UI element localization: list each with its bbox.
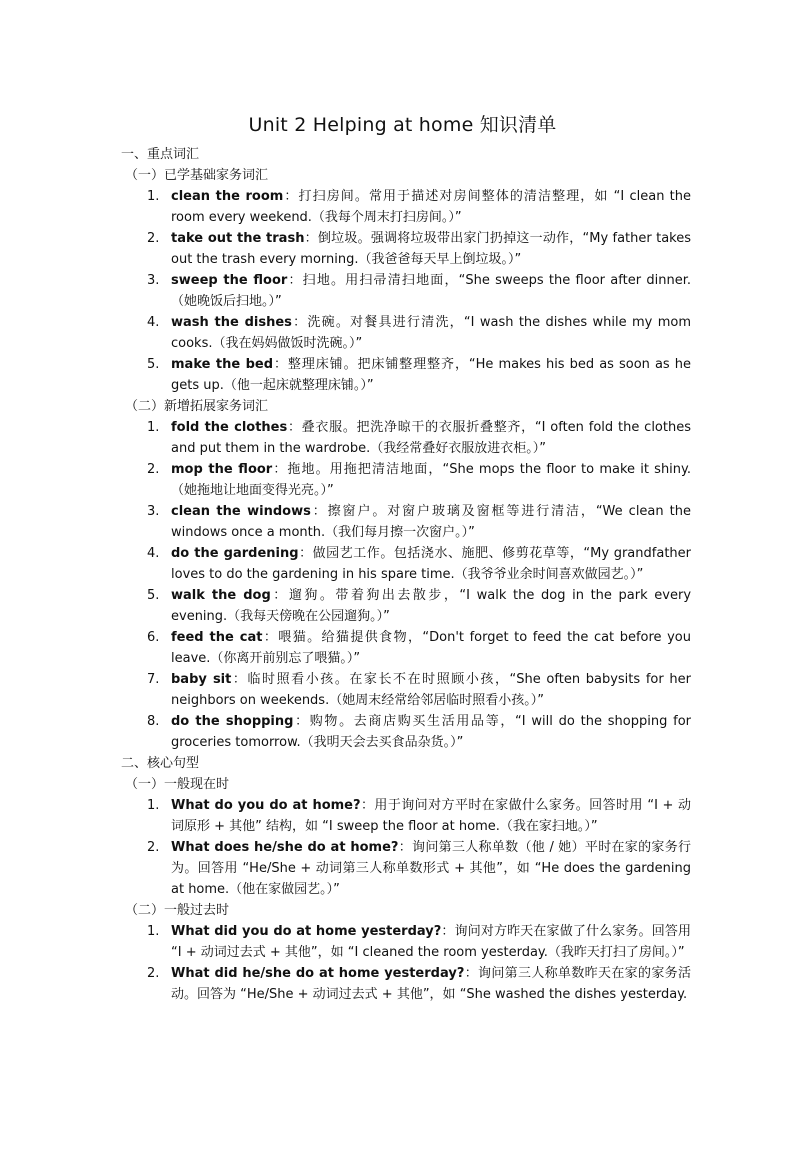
item-number: 7. (147, 672, 160, 687)
item-text: ：临时照看小孩。在家长不在时照顾小孩，“She often babysits for her neighbors on weekends.（她周末经常给邻居临时照看小孩。）” (171, 672, 692, 708)
document-body (121, 144, 691, 1005)
item-number: 1. (147, 420, 160, 435)
item-text: ：拖地。用拖把清洁地面，“She mops the floor to make it shiny.（她拖地让地面变得光亮。）” (171, 462, 692, 498)
item-text: ：做园艺工作。包括浇水、施肥、修剪花草等，“My grandfather loves to do the gardening in his spare time.（我爷爷业余时间喜欢做园艺。）” (171, 546, 691, 582)
item-number: 6. (147, 630, 160, 645)
subsection-heading: （二）一般过去时 (125, 903, 230, 918)
vocab-list (121, 417, 691, 753)
subsection-heading: （一）一般现在时 (125, 777, 230, 792)
item-text: ：叠衣服。把洗净晾干的衣服折叠整齐，“I often fold the clothes and put them in the wardrobe.（我经常叠好衣服放进衣柜。）” (171, 420, 691, 456)
list-item (121, 585, 691, 627)
item-text: ：询问第三人称单数昨天在家的家务活动。回答为 “He/She + 动词过去式 + 其他”，如 “She washed the dishes yesterday. (171, 966, 691, 1002)
sentence-list (121, 795, 691, 900)
list-item (121, 312, 691, 354)
vocab-list (121, 186, 691, 396)
item-term: wash the dishes (171, 315, 292, 330)
item-number: 1. (147, 924, 160, 939)
page-title: Unit 2 Helping at home 知识清单 (248, 114, 557, 136)
item-text: ：整理床铺。把床铺整理整齐，“He makes his bed as soon as he gets up.（他一起床就整理床铺。）” (171, 357, 691, 393)
list-item (121, 795, 691, 837)
subsection-heading: （一）已学基础家务词汇 (125, 168, 269, 183)
item-term: fold the clothes (171, 420, 288, 435)
item-text: ：扫地。用扫帚清扫地面，“She sweeps the floor after dinner.（她晚饭后扫地。）” (171, 273, 691, 309)
item-number: 1. (147, 189, 160, 204)
item-term: walk the dog (171, 588, 271, 603)
list-item (121, 186, 691, 228)
item-number: 2. (147, 966, 160, 981)
item-number: 3. (147, 273, 160, 288)
item-text: ：喂猫。给猫提供食物，“Don't forget to feed the cat before you leave.（你离开前别忘了喂猫。）” (171, 630, 691, 666)
item-term: What does he/she do at home? (171, 840, 399, 855)
list-item (121, 228, 691, 270)
section-heading: 二、核心句型 (121, 756, 200, 771)
item-text: ：询问对方昨天在家做了什么家务。回答用 “I + 动词过去式 + 其他”，如 “I cleaned the room yesterday.（我昨天打扫了房间。）” (171, 924, 691, 960)
sentence-list (121, 921, 691, 1005)
list-item (121, 963, 691, 1005)
list-item (121, 711, 691, 753)
item-term: What did you do at home yesterday? (171, 924, 442, 939)
item-number: 8. (147, 714, 160, 729)
item-term: baby sit (171, 672, 232, 687)
item-number: 2. (147, 462, 160, 477)
item-term: What do you do at home? (171, 798, 361, 813)
item-term: sweep the floor (171, 273, 288, 288)
item-term: do the gardening (171, 546, 299, 561)
list-item (121, 270, 691, 312)
item-text: ：打扫房间。常用于描述对房间整体的清洁整理，如 “I clean the room every weekend.（我每个周末打扫房间。）” (171, 189, 691, 225)
item-text: ：购物。去商店购买生活用品等，“I will do the shopping for groceries tomorrow.（我明天会去买食品杂货。）” (171, 714, 691, 750)
list-item (121, 501, 691, 543)
list-item (121, 627, 691, 669)
item-text: ：遛狗。带着狗出去散步，“I walk the dog in the park every evening.（我每天傍晚在公园遛狗。）” (171, 588, 692, 624)
item-text: ：洗碗。对餐具进行清洗，“I wash the dishes while my mom cooks.（我在妈妈做饭时洗碗。）” (171, 315, 692, 351)
item-number: 3. (147, 504, 160, 519)
item-term: make the bed (171, 357, 274, 372)
item-text: ：用于询问对方平时在家做什么家务。回答时用 “I + 动词原形 + 其他” 结构，如 “I sweep the floor at home.（我在家扫地。）” (171, 798, 692, 834)
subsection-heading: （二）新增拓展家务词汇 (125, 399, 269, 414)
item-number: 2. (147, 231, 160, 246)
item-term: clean the windows (171, 504, 311, 519)
item-text: ：倒垃圾。强调将垃圾带出家门扔掉这一动作，“My father takes out the trash every morning.（我爸爸每天早上倒垃圾。）” (171, 231, 691, 267)
item-text: ：擦窗户。对窗户玻璃及窗框等进行清洁，“We clean the windows once a month.（我们每月擦一次窗户。）” (171, 504, 691, 540)
item-number: 4. (147, 546, 160, 561)
item-number: 4. (147, 315, 160, 330)
list-item (121, 417, 691, 459)
item-term: mop the floor (171, 462, 273, 477)
item-number: 5. (147, 588, 160, 603)
item-number: 1. (147, 798, 160, 813)
list-item (121, 354, 691, 396)
item-term: clean the room (171, 189, 284, 204)
item-term: What did he/she do at home yesterday? (171, 966, 465, 981)
item-term: take out the trash (171, 231, 305, 246)
item-term: feed the cat (171, 630, 263, 645)
list-item (121, 543, 691, 585)
list-item (121, 669, 691, 711)
list-item (121, 459, 691, 501)
section-heading: 一、重点词汇 (121, 147, 200, 162)
list-item (121, 837, 691, 900)
list-item (121, 921, 691, 963)
item-number: 2. (147, 840, 160, 855)
item-term: do the shopping (171, 714, 294, 729)
item-number: 5. (147, 357, 160, 372)
item-text: ：询问第三人称单数（他 / 她）平时在家的家务行为。回答用 “He/She + 动词第三人称单数形式 + 其他”，如 “He does the gardening at home.（他在家做园艺。）” (171, 840, 691, 897)
